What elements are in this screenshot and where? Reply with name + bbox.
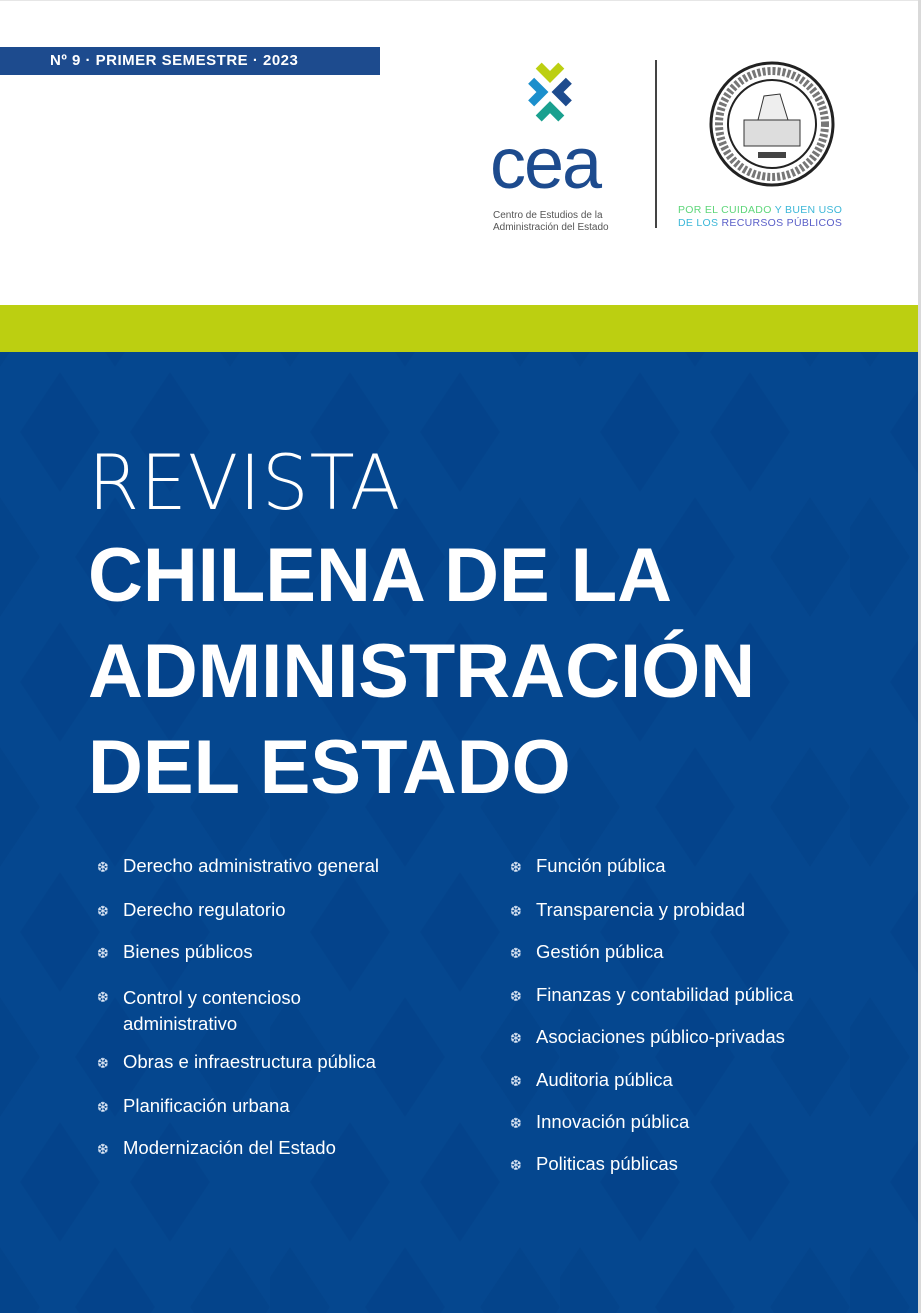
topic-label: Gestión pública: [536, 941, 664, 962]
contraloria-seal-icon: [708, 60, 836, 188]
topic-label: Asociaciones público-privadas: [536, 1026, 785, 1047]
topic-item: [510, 1069, 673, 1092]
title-revista: REVISTA: [88, 438, 402, 527]
snowflake-icon: ❆: [97, 1099, 109, 1115]
topic-label: Obras e infraestructura pública: [123, 1051, 376, 1072]
cea-cross-icon: [490, 60, 610, 126]
motto-part: POR EL CUIDADO: [678, 204, 772, 216]
issue-badge: Nº 9 · PRIMER SEMESTRE · 2023: [0, 47, 380, 75]
topic-label: Modernización del Estado: [123, 1137, 336, 1158]
topic-item: [510, 855, 666, 878]
topic-label: Función pública: [536, 855, 666, 876]
topic-item: [510, 1026, 785, 1049]
topic-label: Derecho administrativo general: [123, 855, 380, 876]
topic-item: [510, 899, 745, 922]
topic-label: Control y contencioso administrativo: [123, 987, 301, 1034]
topic-item: [510, 984, 793, 1007]
snowflake-icon: ❆: [510, 1073, 522, 1089]
cea-subtitle-line1: Centro de Estudios de la: [493, 210, 603, 221]
snowflake-icon: ❆: [510, 859, 522, 875]
snowflake-icon: ❆: [97, 989, 109, 1005]
motto-part: Y BUEN USO: [774, 204, 843, 216]
topic-label: Innovación pública: [536, 1111, 690, 1132]
snowflake-icon: ❆: [510, 1030, 522, 1046]
motto-part: RECURSOS PÚBLICOS: [721, 217, 843, 229]
topic-label: Planificación urbana: [123, 1095, 290, 1116]
topic-label: Finanzas y contabilidad pública: [536, 984, 794, 1005]
motto: [678, 204, 842, 230]
topic-item: [510, 1111, 689, 1134]
snowflake-icon: ❆: [97, 903, 109, 919]
topic-label: Transparencia y probidad: [536, 899, 746, 920]
topic-label: Auditoria pública: [536, 1069, 673, 1090]
title-line3: ADMINISTRACIÓN: [88, 629, 756, 714]
topic-item: [510, 941, 664, 964]
topic-item: [97, 985, 353, 1037]
motto-part: DE LOS: [678, 217, 719, 229]
accent-band: [0, 305, 918, 352]
snowflake-icon: ❆: [97, 1055, 109, 1071]
snowflake-icon: ❆: [510, 903, 522, 919]
topic-label: Politicas públicas: [536, 1153, 678, 1174]
cea-wordmark: cea: [490, 124, 601, 204]
topic-item: [510, 1153, 678, 1176]
title-line4: DEL ESTADO: [88, 725, 571, 810]
topic-item: [97, 1051, 376, 1074]
snowflake-icon: ❆: [510, 1115, 522, 1131]
snowflake-icon: ❆: [97, 945, 109, 961]
topic-label: Bienes públicos: [123, 941, 253, 962]
snowflake-icon: ❆: [97, 859, 109, 875]
topic-item: [97, 1137, 336, 1160]
topic-label: Derecho regulatorio: [123, 899, 286, 920]
snowflake-icon: ❆: [510, 1157, 522, 1173]
topic-item: [97, 941, 253, 964]
topic-item: [97, 855, 379, 878]
cea-subtitle-line2: Administración del Estado: [493, 222, 609, 233]
snowflake-icon: ❆: [97, 1141, 109, 1157]
snowflake-icon: ❆: [510, 945, 522, 961]
snowflake-icon: ❆: [510, 988, 522, 1004]
title-line2: CHILENA DE LA: [88, 533, 673, 618]
topic-item: [97, 899, 285, 922]
cea-subtitle: [493, 210, 643, 234]
topic-item: [97, 1095, 290, 1118]
logo-divider: [655, 60, 657, 228]
